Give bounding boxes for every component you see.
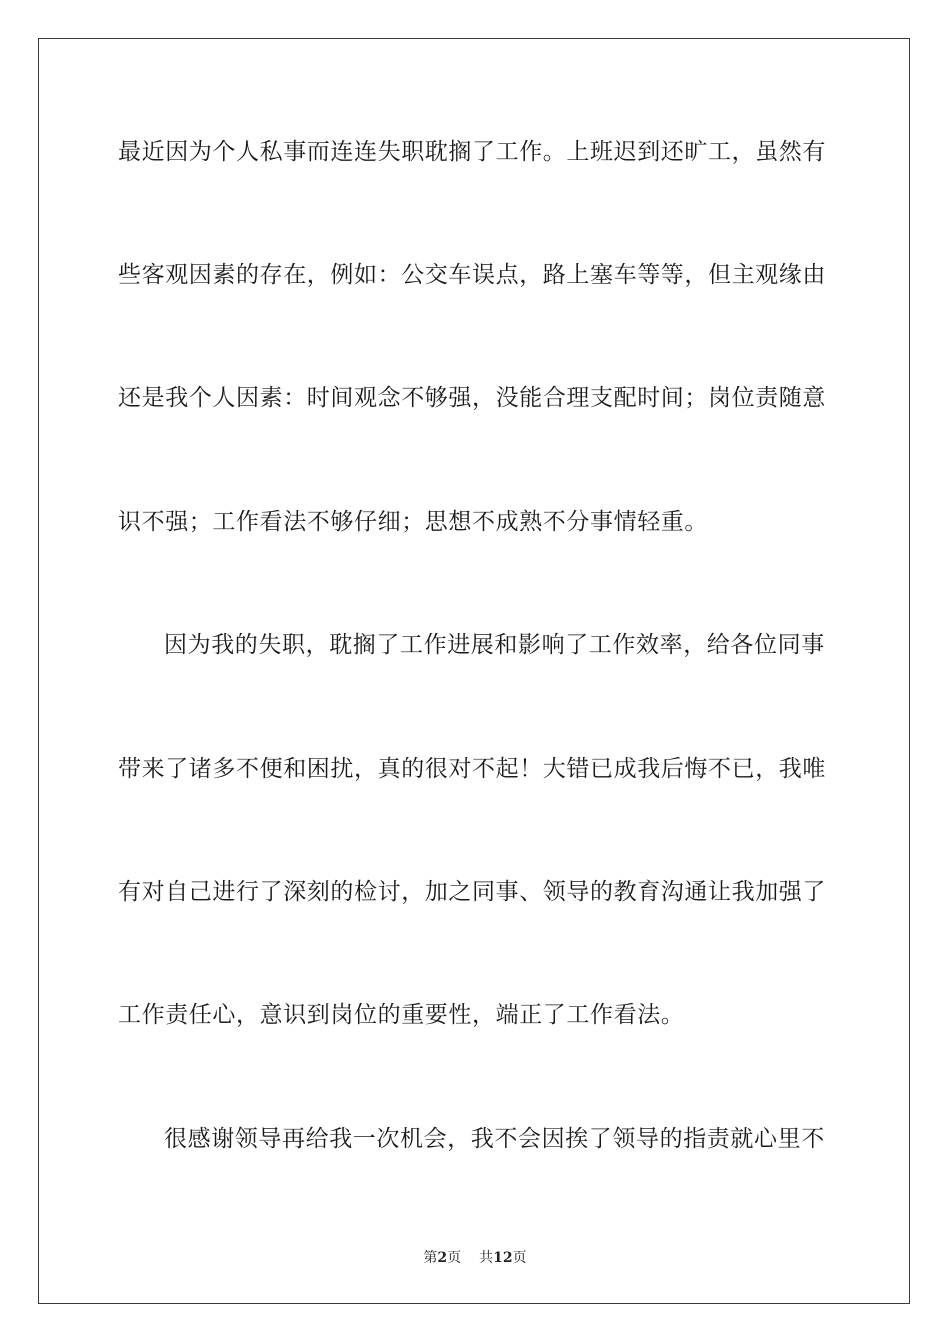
body-text-line: 工作责任心，意识到岗位的重要性，端正了工作看法。: [118, 1002, 685, 1028]
page-footer: [0, 1247, 950, 1267]
footer-total-suffix: 页: [512, 1250, 527, 1266]
body-text-line: 些客观因素的存在，例如：公交车误点，路上塞车等等，但主观缘由: [118, 262, 826, 288]
body-text-line: 还是我个人因素：时间观念不够强，没能合理支配时间；岗位责随意: [118, 385, 826, 411]
body-text-line: 带来了诸多不便和困扰，真的很对不起！大错已成我后悔不已，我唯: [118, 756, 826, 782]
paragraph-start-line: 很感谢领导再给我一次机会，我不会因挨了领导的指责就心里不: [164, 1126, 825, 1152]
page-border: [38, 38, 910, 1304]
footer-current-page: 2: [437, 1250, 448, 1266]
body-text-line: 有对自己进行了深刻的检讨，加之同事、领导的教育沟通让我加强了: [118, 879, 826, 905]
footer-total-prefix: 共: [479, 1250, 494, 1266]
body-text-line: 最近因为个人私事而连连失职耽搁了工作。上班迟到还旷工，虽然有: [118, 139, 826, 165]
paragraph-start-line: 因为我的失职，耽搁了工作进展和影响了工作效率，给各位同事: [164, 632, 825, 658]
body-text-line: 识不强；工作看法不够仔细；思想不成熟不分事情轻重。: [118, 509, 708, 535]
footer-page-prefix: 第: [423, 1250, 438, 1266]
footer-page-suffix: 页: [447, 1250, 462, 1266]
footer-total-pages: 12: [493, 1250, 513, 1266]
